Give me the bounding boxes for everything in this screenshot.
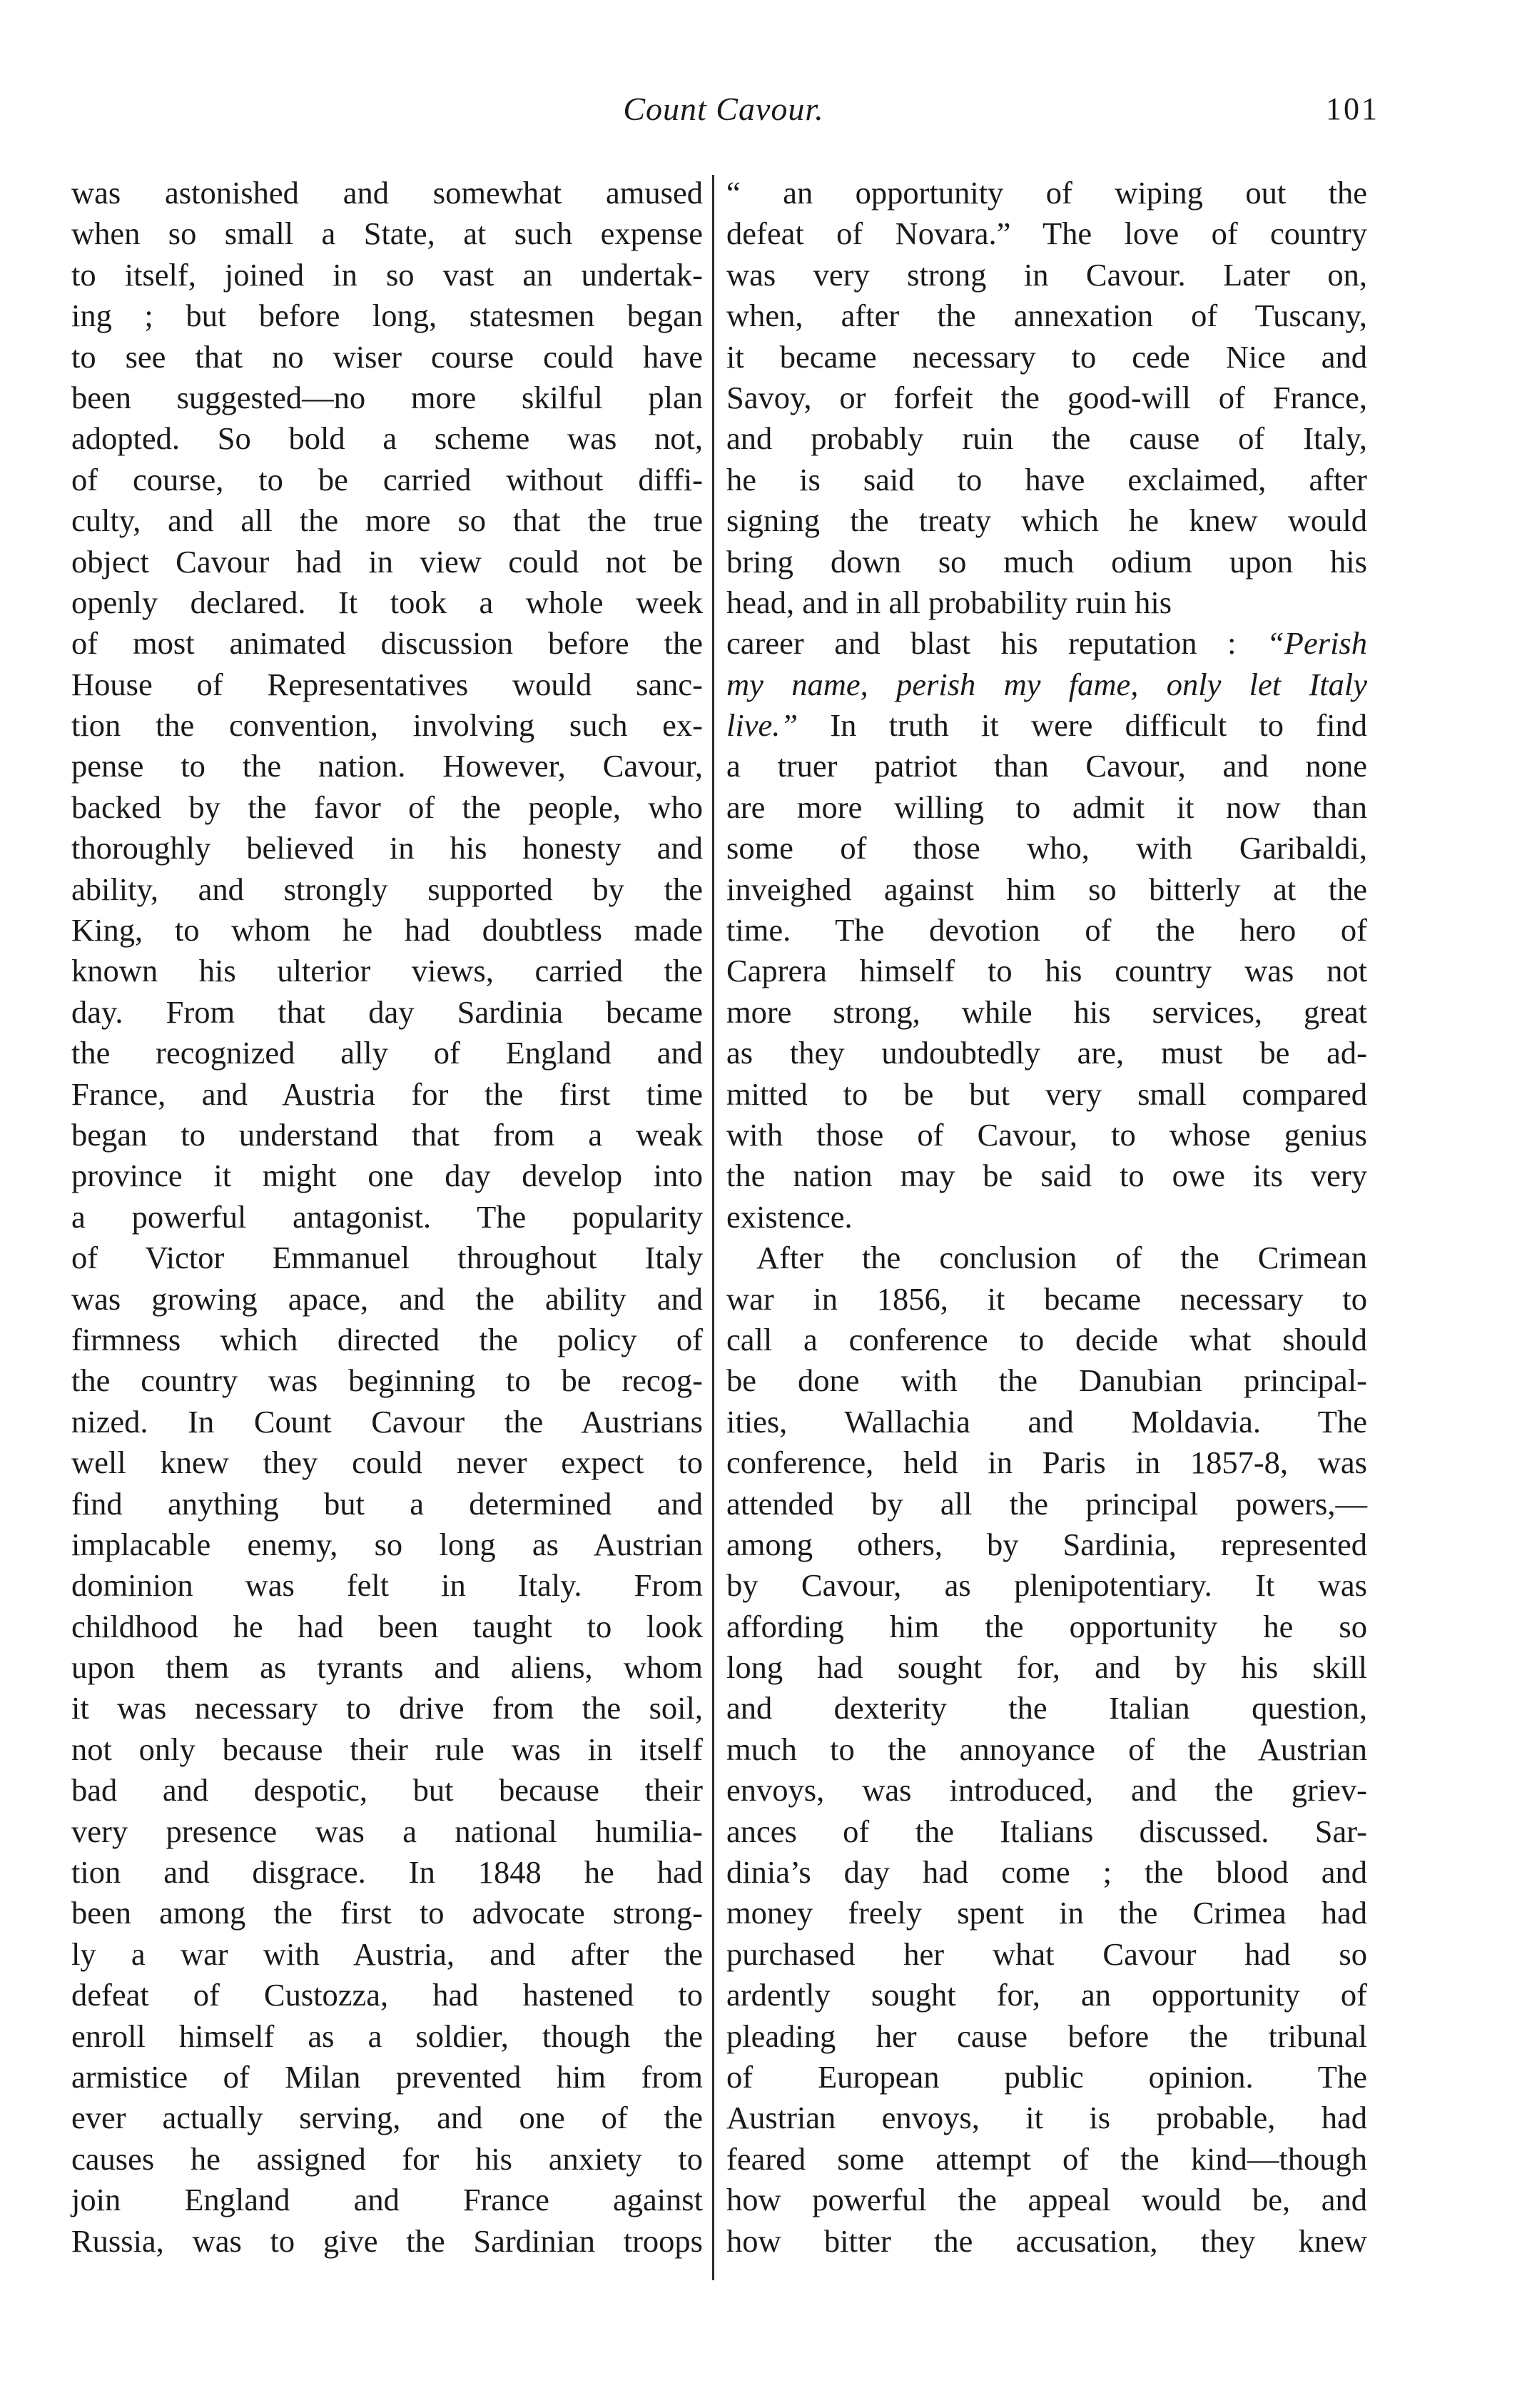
text-line: ever actually serving, and one of the bbox=[71, 2100, 703, 2136]
text-line: King, to whom he had doubtless made bbox=[71, 912, 703, 948]
text-line: some of those who, with Garibaldi, bbox=[726, 830, 1367, 866]
text-line: time. The devotion of the hero of bbox=[726, 912, 1367, 948]
text-line: it was necessary to drive from the soil, bbox=[71, 1690, 703, 1726]
text-line: a powerful antagonist. The popularity bbox=[71, 1198, 703, 1235]
text-line: of most animated discussion before the bbox=[71, 625, 703, 662]
right-column-paragraph-2 bbox=[726, 1238, 1367, 2262]
text-line: as they undoubtedly are, must be ad- bbox=[726, 1035, 1367, 1071]
text-line: enroll himself as a soldier, though the bbox=[71, 2018, 703, 2054]
text-line: and probably ruin the cause of Italy, bbox=[726, 420, 1367, 457]
text-line: when, after the annexation of Tuscany, bbox=[726, 298, 1367, 334]
right-column bbox=[726, 173, 1367, 2262]
text-line: object Cavour had in view could not be bbox=[71, 543, 703, 580]
text-line: firmness which directed the policy of bbox=[71, 1321, 703, 1357]
text-line: of European public opinion. The bbox=[726, 2058, 1367, 2095]
text-line: bring down so much odium upon his bbox=[726, 543, 1367, 580]
text-line: with those of Cavour, to whose genius bbox=[726, 1116, 1367, 1153]
text-line: defeat of Custozza, had hastened to bbox=[71, 1977, 703, 2013]
quote-tail-text: In truth it were difficult to find bbox=[798, 707, 1367, 744]
running-title: Count Cavour. bbox=[623, 91, 824, 127]
text-line: feared some attempt of the kind—though bbox=[726, 2140, 1367, 2177]
text-line: head, and in all probability ruin his bbox=[726, 584, 1172, 620]
text-line: France, and Austria for the first time bbox=[71, 1076, 703, 1112]
text-line: tion and disgrace. In 1848 he had bbox=[71, 1854, 703, 1891]
text-line: the recognized ally of England and bbox=[71, 1035, 703, 1071]
text-line: ability, and strongly supported by the bbox=[71, 871, 703, 907]
text-line: openly declared. It took a whole week bbox=[71, 584, 703, 620]
text-line: envoys, was introduced, and the griev- bbox=[726, 1772, 1367, 1808]
text-line: more strong, while his services, great bbox=[726, 993, 1367, 1030]
text-line: nized. In Count Cavour the Austrians bbox=[71, 1403, 703, 1440]
text-line: “ an opportunity of wiping out the bbox=[726, 175, 1367, 211]
text-line: existence. bbox=[726, 1198, 853, 1235]
text-line: not only because their rule was in itself bbox=[71, 1731, 703, 1767]
quote-text: live.” bbox=[726, 707, 798, 744]
text-line: of course, to be carried without diffi- bbox=[71, 461, 703, 497]
text-line: known his ulterior views, carried the bbox=[71, 953, 703, 989]
left-column bbox=[71, 173, 703, 2262]
page-number: 101 bbox=[1326, 91, 1379, 126]
text-line: day. From that day Sardinia became bbox=[71, 993, 703, 1030]
text-line: bad and despotic, but because their bbox=[71, 1772, 703, 1808]
right-column-paragraph-1b bbox=[726, 746, 1367, 1238]
text-line: Austrian envoys, it is probable, had bbox=[726, 2100, 1367, 2136]
text-line: how powerful the appeal would be, and bbox=[726, 2182, 1367, 2218]
text-line: Caprera himself to his country was not bbox=[726, 953, 1367, 989]
text-line: much to the annoyance of the Austrian bbox=[726, 1731, 1367, 1767]
text-line: dinia’s day had come ; the blood and bbox=[726, 1854, 1367, 1891]
quote-lead-text: career and blast his reputation : bbox=[726, 625, 1267, 662]
text-line: armistice of Milan prevented him from bbox=[71, 2058, 703, 2095]
text-line: ly a war with Austria, and after the bbox=[71, 1936, 703, 1972]
text-line: to see that no wiser course could have bbox=[71, 338, 703, 375]
text-line: upon them as tyrants and aliens, whom bbox=[71, 1649, 703, 1686]
text-line: of Victor Emmanuel throughout Italy bbox=[71, 1240, 703, 1276]
text-line: call a conference to decide what should bbox=[726, 1321, 1367, 1357]
text-line: was very strong in Cavour. Later on, bbox=[726, 256, 1367, 293]
text-line: by Cavour, as plenipotentiary. It was bbox=[726, 1567, 1367, 1604]
text-line: he is said to have exclaimed, after bbox=[726, 461, 1367, 497]
text-line: Russia, was to give the Sardinian troops bbox=[71, 2222, 703, 2259]
text-line: the country was beginning to be recog- bbox=[71, 1362, 703, 1399]
text-line: ardently sought for, an opportunity of bbox=[726, 1977, 1367, 2013]
text-line: signing the treaty which he knew would bbox=[726, 502, 1367, 539]
text-line: ances of the Italians discussed. Sar- bbox=[726, 1813, 1367, 1849]
text-line: conference, held in Paris in 1857-8, was bbox=[726, 1445, 1367, 1481]
text-line: culty, and all the more so that the true bbox=[71, 502, 703, 539]
text-line: when so small a State, at such expense bbox=[71, 216, 703, 252]
text-line: defeat of Novara.” The love of country bbox=[726, 216, 1367, 252]
text-line: pense to the nation. However, Cavour, bbox=[71, 748, 703, 784]
text-line: join England and France against bbox=[71, 2182, 703, 2218]
text-line: implacable enemy, so long as Austrian bbox=[71, 1526, 703, 1562]
text-line: tion the convention, involving such ex- bbox=[71, 707, 703, 744]
text-line: ing ; but before long, statesmen began bbox=[71, 298, 703, 334]
text-line: been among the first to advocate strong- bbox=[71, 1895, 703, 1931]
text-line: began to understand that from a weak bbox=[71, 1116, 703, 1153]
column-divider bbox=[712, 175, 714, 2280]
text-line: pleading her cause before the tribunal bbox=[726, 2018, 1367, 2054]
text-line: dominion was felt in Italy. From bbox=[71, 1567, 703, 1604]
text-line: mitted to be but very small compared bbox=[726, 1076, 1367, 1112]
text-line: causes he assigned for his anxiety to bbox=[71, 2140, 703, 2177]
text-line: adopted. So bold a scheme was not, bbox=[71, 420, 703, 457]
text-line: After the conclusion of the Crimean bbox=[756, 1240, 1367, 1276]
text-line: a truer patriot than Cavour, and none bbox=[726, 748, 1367, 784]
text-line: how bitter the accusation, they knew bbox=[726, 2222, 1367, 2259]
text-line: among others, by Sardinia, represented bbox=[726, 1526, 1367, 1562]
text-line: been suggested—no more skilful plan bbox=[71, 379, 703, 415]
text-line: thoroughly believed in his honesty and bbox=[71, 830, 703, 866]
text-line bbox=[726, 623, 1367, 664]
quote-text-line: my name, perish my fame, only let Italy bbox=[726, 666, 1367, 702]
text-line: affording him the opportunity he so bbox=[726, 1608, 1367, 1644]
text-line: attended by all the principal powers,— bbox=[726, 1485, 1367, 1522]
text-line: Savoy, or forfeit the good-will of France, bbox=[726, 379, 1367, 415]
text-line: childhood he had been taught to look bbox=[71, 1608, 703, 1644]
text-line: ities, Wallachia and Moldavia. The bbox=[726, 1403, 1367, 1440]
right-column-paragraph-1a bbox=[726, 173, 1367, 623]
text-line: and dexterity the Italian question, bbox=[726, 1690, 1367, 1726]
text-line: long had sought for, and by his skill bbox=[726, 1649, 1367, 1686]
text-line: purchased her what Cavour had so bbox=[726, 1936, 1367, 1972]
text-line: well knew they could never expect to bbox=[71, 1445, 703, 1481]
text-line: House of Representatives would sanc- bbox=[71, 666, 703, 702]
text-line: was astonished and somewhat amused bbox=[71, 175, 703, 211]
text-line: war in 1856, it became necessary to bbox=[726, 1280, 1367, 1317]
text-line: province it might one day develop into bbox=[71, 1158, 703, 1194]
running-head bbox=[68, 84, 1379, 134]
text-line: inveighed against him so bitterly at the bbox=[726, 871, 1367, 907]
text-line: are more willing to admit it now than bbox=[726, 789, 1367, 825]
text-line: be done with the Danubian principal- bbox=[726, 1362, 1367, 1399]
text-line: it became necessary to cede Nice and bbox=[726, 338, 1367, 375]
text-line: money freely spent in the Crimea had bbox=[726, 1895, 1367, 1931]
text-line: very presence was a national humilia- bbox=[71, 1813, 703, 1849]
text-line: was growing apace, and the ability and bbox=[71, 1280, 703, 1317]
text-line: to itself, joined in so vast an undertak- bbox=[71, 256, 703, 293]
quote-text: “Perish bbox=[1267, 625, 1367, 662]
text-line: the nation may be said to owe its very bbox=[726, 1158, 1367, 1194]
text-line: find anything but a determined and bbox=[71, 1485, 703, 1522]
text-line bbox=[726, 705, 1367, 746]
text-line: backed by the favor of the people, who bbox=[71, 789, 703, 825]
